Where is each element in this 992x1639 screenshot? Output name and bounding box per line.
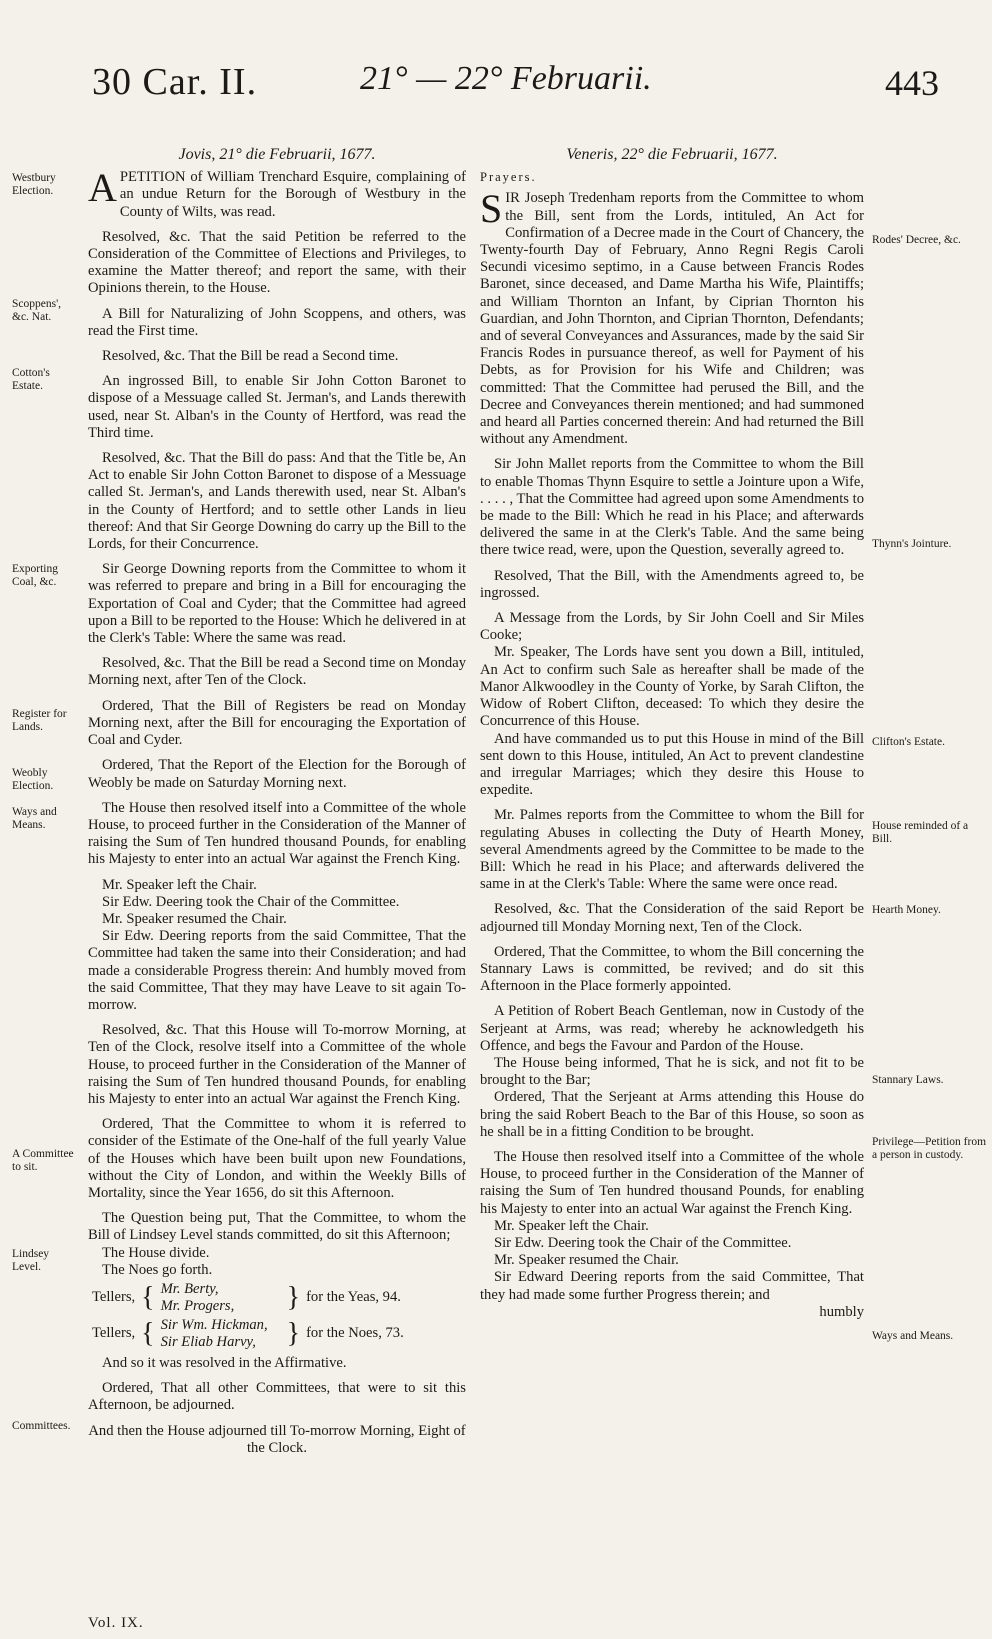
- tellers-row: [90, 1281, 406, 1315]
- tellers-result: for the Yeas, 94.: [306, 1289, 401, 1306]
- paragraph: Resolved, &c. That this House will To-morrow Morning, at Ten of the Clock, resolve itself into a Committee of the whole House, to proceed further in the Consideration of the Manner of raising the Sum of Ten hundred thousand Pounds, for enabling his Majesty to enter into an actual War against the French King.: [88, 1022, 466, 1107]
- paragraph: Sir John Mallet reports from the Committee to whom the Bill to enable Thomas Thynn Esquire to settle a Jointure upon a Wife, . . . . , That the Committee had agreed upon some Amendments to be made to the Bill: Which he read in his Place; and afterwards delivered the same in at the Clerk's Table. And the same being there twice read, were, upon the Question, severally agreed to.: [480, 456, 864, 559]
- dateline: Jovis, 21° die Februarii, 1677.: [178, 146, 376, 163]
- teller-names: Sir Wm. Hickman, Sir Eliab Harvy,: [160, 1316, 268, 1350]
- teller-names: Mr. Berty, Mr. Progers,: [160, 1280, 235, 1314]
- margin-note: House reminded of a Bill.: [872, 820, 969, 845]
- margin-note: Lindsey Level.: [12, 1248, 50, 1273]
- volume-signature: Vol. IX.: [88, 1615, 144, 1631]
- margin-note: Clifton's Estate.: [872, 736, 945, 748]
- margin-note: Ways and Means.: [12, 806, 57, 831]
- paragraph: And so it was resolved in the Affirmative.: [102, 1354, 347, 1371]
- paragraph: Ordered, That the Committee to whom it is referred to consider of the Estimate of the One-half of the full yearly Value of the Houses which have been built upon new Foundations, without the City of London, and within the Weekly Bills of Mortality, since the Year 1656, do sit this Afternoon.: [88, 1116, 466, 1201]
- paragraph: The House divide.: [102, 1244, 210, 1261]
- tellers-table: [88, 1279, 408, 1353]
- paragraph: Mr. Speaker left the Chair.: [494, 1217, 649, 1234]
- paragraph: Ordered, That the Bill of Registers be read on Monday Morning next, after the Bill for encouraging the Exportation of Coal and Cyder.: [88, 697, 466, 749]
- right-column: [480, 140, 864, 1321]
- paragraph: Resolved, That the Bill, with the Amendments agreed to, be ingrossed.: [480, 567, 864, 601]
- paragraph: Mr. Speaker left the Chair.: [102, 876, 257, 893]
- paragraph: Ordered, That the Report of the Election for the Borough of Weobly be made on Saturday Morning next.: [88, 757, 466, 791]
- margin-note: Cotton's Estate.: [12, 367, 50, 392]
- brace: }: [286, 1281, 301, 1313]
- margin-note: Exporting Coal, &c.: [12, 563, 58, 588]
- paragraph: Sir Edw. Deering took the Chair of the Committee.: [102, 893, 400, 910]
- margin-note: Stannary Laws.: [872, 1074, 944, 1086]
- paragraph: The Noes go forth.: [102, 1261, 213, 1278]
- left-column: [88, 140, 466, 1465]
- paragraph: The House being informed, That he is sick, and not fit to be brought to the Bar;: [480, 1054, 864, 1089]
- running-head-left: 30 Car. II.: [92, 61, 258, 103]
- margin-note: Weobly Election.: [12, 767, 54, 792]
- paragraph: Mr. Speaker resumed the Chair.: [102, 910, 287, 927]
- dateline: Veneris, 22° die Februarii, 1677.: [566, 146, 778, 163]
- catchword: humbly: [819, 1303, 864, 1320]
- paragraph: APETITION of William Trenchard Esquire, complaining of an undue Return for the Borough of Westbury in the County of Wilts, was read.: [88, 165, 466, 220]
- tellers-result: for the Noes, 73.: [306, 1325, 404, 1342]
- paragraph: Sir Edw. Deering reports from the said Committee, That the Committee had taken the same into their Consideration; and had made a considerable Progress therein: And humbly moved from the said Committee, That they may have Leave to sit again To-morrow.: [88, 928, 466, 1013]
- paragraph: Ordered, That the Serjeant at Arms attending this House do bring the said Robert Beach to the Bar of this House, so soon as he shall be in a fitting Condition to be brought.: [480, 1089, 864, 1140]
- paragraph: Mr. Palmes reports from the Committee to whom the Bill for regulating Abuses in collecting the Duty of Hearth Money, several Amendments agreed by the Committee to be made to the Bill: Which he read in his Place; and afterwards delivered the same in at the Clerk's Table: Where the same were once read.: [480, 807, 864, 893]
- paragraph: SIR Joseph Tredenham reports from the Committee to whom the Bill, sent from the Lords, intituled, An Act for Confirmation of a Decree made in the Court of Chancery, the Twenty-fourth Day of February, Anno Regni Regis Caroli Secundi vicesimo septimo, in a Cause between Francis Rodes Baronet, since deceased, and Dame Martha his Wife, Plaintiffs; and William Thornton an Infant, by Ciprian Thornton his Guardian, and John Thornton, and Ciprian Thornton, Defendants; and of several Conveyances and Assurances, made by the said Sir Francis Rodes in pursuance thereof, as well for Payment of his Debts, as for Provision for his Wife and Children; was committed: That the Committee had perused the Bill, and the Decree and Conveyances therein mentioned; and had summoned and heard all Parties concerned therein: And had returned the Bill without any Amendment.: [480, 186, 864, 448]
- tellers-row: [90, 1317, 406, 1351]
- paragraph: Sir Edward Deering reports from the said Committee, That they had made some further Progress therein; and: [480, 1269, 864, 1303]
- paragraph: A Message from the Lords, by Sir John Coell and Sir Miles Cooke;: [480, 610, 864, 644]
- paragraph: Resolved, &c. That the Bill be read a Second time.: [102, 348, 399, 365]
- brace: {: [141, 1317, 155, 1349]
- drop-cap: A: [88, 165, 117, 211]
- paragraph: Resolved, &c. That the Bill do pass: And that the Title be, An Act to enable Sir John Cotton Baronet to dispose of a Messuage called St. Jerman's, and Lands therewith used, near St. Alban's in the County of Hertford; and to settle other Lands in lieu thereof: And that Sir George Downing do carry up the Bill to the Lords, for their Concurrence.: [88, 450, 466, 553]
- margin-note: Rodes' Decree, &c.: [872, 234, 961, 246]
- tellers-label: Tellers,: [92, 1289, 136, 1306]
- paragraph: A Bill for Naturalizing of John Scoppens, and others, was read the First time.: [88, 305, 466, 339]
- paragraph: Mr. Speaker resumed the Chair.: [494, 1252, 679, 1269]
- paragraph: Mr. Speaker, The Lords have sent you down a Bill, intituled, An Act to confirm such Sale as hereafter shall be made of the Manor Alkwoodley in the County of Yorke, by Sarah Clifton, the Widow of Robert Clifton, deceased: To which they desire the Concurrence of this House.: [480, 644, 864, 730]
- running-head-date: 21° — 22° Februarii.: [360, 60, 652, 97]
- paragraph: Ordered, That all other Committees, that were to sit this Afternoon, be adjourned.: [88, 1380, 466, 1414]
- prayers-heading: Prayers.: [480, 170, 537, 185]
- paragraph: Sir George Downing reports from the Committee to whom it was referred to prepare and bring in a Bill for encouraging the Exportation of Coal and Cyder; that the Committee had agreed upon a Bill to be reported to the House: Which he delivered in at the Clerk's Table: Where the same was read.: [88, 561, 466, 647]
- drop-cap: S: [480, 186, 503, 232]
- paragraph: The House then resolved itself into a Committee of the whole House, to proceed further in the Consideration of the Manner of raising the Sum of Ten hundred thousand Pounds, for enabling his Majesty to enter into an actual War against the French King.: [88, 799, 466, 868]
- paragraph: Resolved, &c. That the said Petition be referred to the Consideration of the Committee of Elections and Privileges, to examine the Matter thereof; and report the same, with their Opinions therein, to the House.: [88, 228, 466, 297]
- margin-note: Scoppens', &c. Nat.: [12, 298, 62, 323]
- brace: }: [286, 1317, 301, 1349]
- paragraph: Sir Edw. Deering took the Chair of the Committee.: [494, 1234, 792, 1251]
- page-number: 443: [885, 63, 939, 103]
- tellers-label: Tellers,: [92, 1325, 136, 1342]
- margin-note: A Committee to sit.: [12, 1148, 74, 1173]
- paragraph: A Petition of Robert Beach Gentleman, now in Custody of the Serjeant at Arms, was read; whereby he acknowledgeth his Offence, and begs the Favour and Pardon of the House.: [480, 1003, 864, 1054]
- margin-note: Westbury Election.: [12, 172, 56, 197]
- paragraph: And have commanded us to put this House in mind of the Bill sent down to this House, intituled, An Act to prevent clandestine and irregular Marriages; which they desire this House to expedite.: [480, 730, 864, 799]
- paragraph: Ordered, That the Committee, to whom the Bill concerning the Stannary Laws is committed, be revived; and do sit this Afternoon in the Place formerly appointed.: [480, 943, 864, 995]
- paragraph: Resolved, &c. That the Consideration of the said Report be adjourned till Monday Morning next, Ten of the Clock.: [480, 901, 864, 935]
- brace: {: [141, 1281, 155, 1313]
- margin-note: Register for Lands.: [12, 708, 67, 733]
- margin-note: Committees.: [12, 1420, 71, 1432]
- paragraph: And then the House adjourned till To-morrow Morning, Eight of the Clock.: [88, 1422, 466, 1456]
- paragraph: The House then resolved itself into a Committee of the whole House, to proceed further in the Consideration of the Manner of raising the Sum of Ten hundred thousand Pounds, for enabling his Majesty to enter into an actual War against the French King.: [480, 1148, 864, 1217]
- margin-note: Hearth Money.: [872, 904, 941, 916]
- margin-note: Thynn's Jointure.: [872, 538, 952, 550]
- paragraph: An ingrossed Bill, to enable Sir John Cotton Baronet to dispose of a Messuage called St. Jerman's, and Lands therewith used, near St. Alban's in the County of Hertford, was read the Third time.: [88, 373, 466, 441]
- margin-note: Ways and Means.: [872, 1330, 954, 1342]
- margin-note: Privilege—Petition from a person in custody.: [872, 1136, 987, 1161]
- paragraph: Resolved, &c. That the Bill be read a Second time on Monday Morning next, after Ten of the Clock.: [88, 655, 466, 689]
- paragraph: The Question being put, That the Committee, to whom the Bill of Lindsey Level stands committed, do sit this Afternoon;: [88, 1210, 466, 1244]
